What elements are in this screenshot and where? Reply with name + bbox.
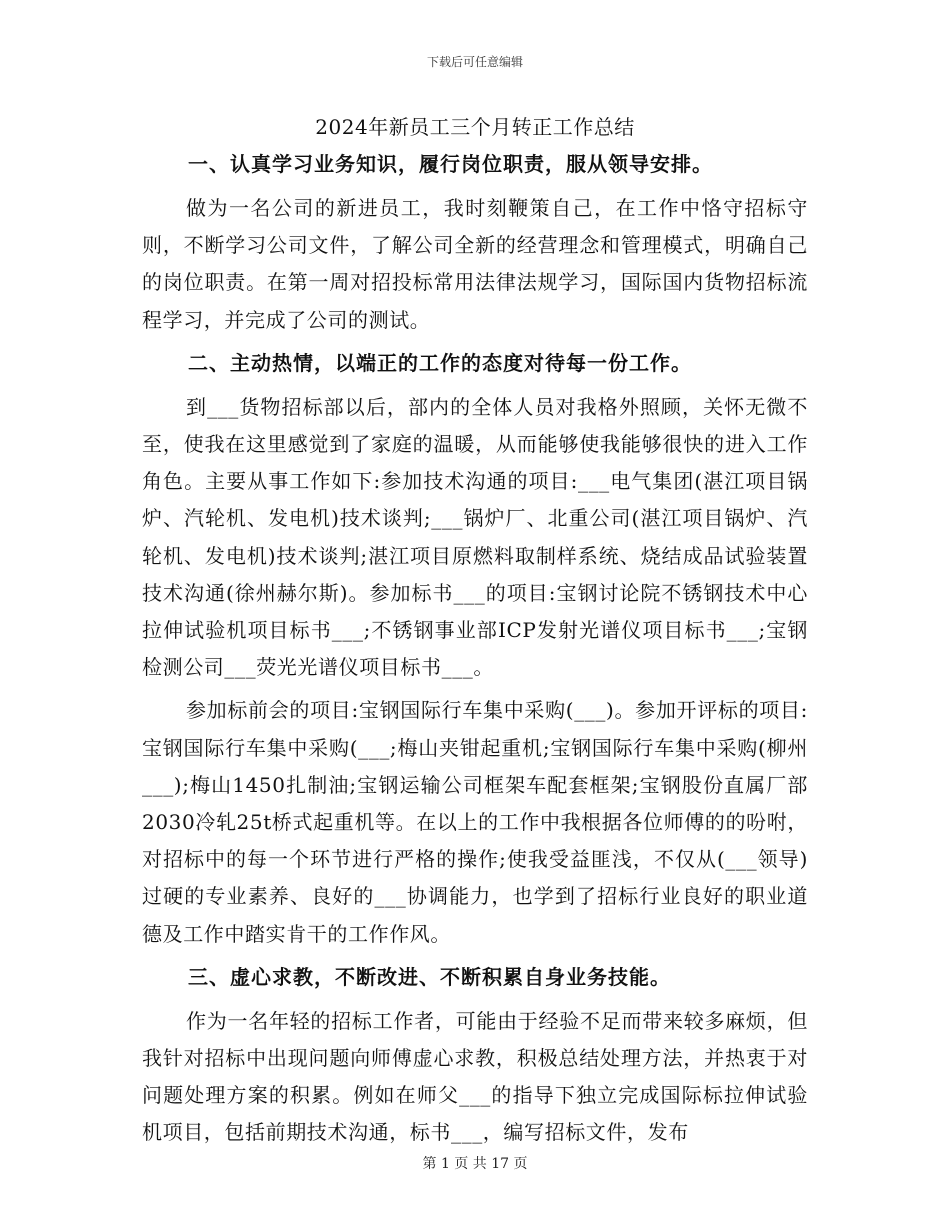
section-2-paragraph-2: 参加标前会的项目:宝钢国际行车集中采购(___)。参加开评标的项目:宝钢国际行车集中采购(___;梅山夹钳起重机;宝钢国际行车集中采购(柳州___);梅山1450扎制油;宝钢运输公司框架车配套框架;宝钢股份直属厂部2030冷轧25t桥式起重机等。在以上的工作中我根据各位师傅的的吩咐，对招标中的每一个环节进行严格的操作;使我受益匪浅，不仅从(___领导)过硬的专业素养、良好的___协调能力，也学到了招标行业良好的职业道德及工作中踏实肯干的工作作风。 [142, 698, 808, 946]
section-3-paragraph-1: 作为一名年轻的招标工作者，可能由于经验不足而带来较多麻烦，但我针对招标中出现问题向师傅虚心求教，积极总结处理方法，并热衷于对问题处理方案的积累。例如在师父___的指导下独立完成国际标拉伸试验机项目，包括前期技术沟通，标书___，编写招标文件，发布 [142, 1008, 808, 1145]
section-heading-3: 三、虚心求教，不断改进、不断积累自身业务技能。 [188, 964, 671, 989]
section-1-paragraph-1: 做为一名公司的新进员工，我时刻鞭策自己，在工作中恪守招标守则，不断学习公司文件，了解公司全新的经营理念和管理模式，明确自己的岗位职责。在第一周对招投标常用法律法规学习，国际国内货物招标流程学习，并完成了公司的测试。 [142, 196, 808, 332]
document-title: 2024年新员工三个月转正工作总结 [315, 115, 635, 139]
header-note: 下载后可任意编辑 [426, 55, 523, 69]
document-body [142, 112, 808, 1158]
section-heading-1: 一、认真学习业务知识，履行岗位职责，服从领导安排。 [188, 152, 713, 176]
section-heading-2: 二、主动热情，以端正的工作的态度对待每一份工作。 [188, 350, 692, 375]
page-number: 第 1 页 共 17 页 [422, 1156, 528, 1172]
section-2-paragraph-1: 到___货物招标部以后，部内的全体人员对我格外照顾，关怀无微不至，使我在这里感觉到了家庭的温暖，从而能够使我能够很快的进入工作角色。主要从事工作如下:参加技术沟通的项目:___电气集团(湛江项目锅炉、汽轮机、发电机)技术谈判;___锅炉厂、北重公司(湛江项目锅炉、汽轮机、发电机)技术谈判;湛江项目原燃料取制样系统、烧结成品试验装置技术沟通(徐州赫尔斯)。参加标书___的项目:宝钢讨论院不锈钢技术中心拉伸试验机项目标书___;不锈钢事业部ICP发射光谱仪项目标书___;宝钢检测公司___荧光光谱仪项目标书___。 [142, 394, 808, 680]
